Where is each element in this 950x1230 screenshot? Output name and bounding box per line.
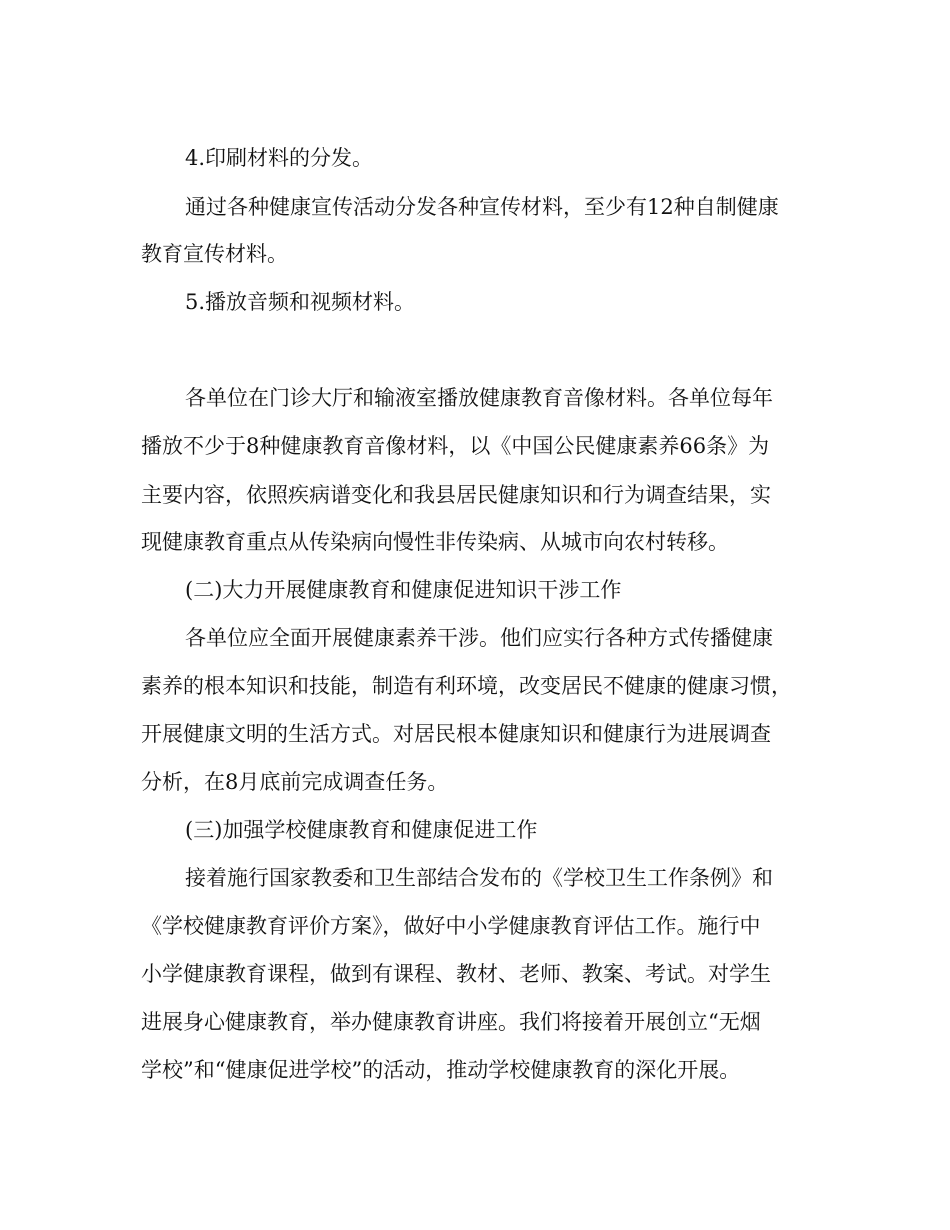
- paragraph-line: 各单位应全面开展健康素养干涉。他们应实行各种方式传播健康: [185, 626, 773, 650]
- paragraph-line: 播放不少于8种健康教育音像材料，以《中国公民健康素养66条》为: [141, 434, 770, 458]
- paragraph-line: 《学校健康教育评价方案》，做好中小学健康教育评估工作。施行中: [141, 914, 761, 938]
- paragraph-line: 学校”和“健康促进学校”的活动，推动学校健康教育的深化开展。: [141, 1058, 741, 1082]
- paragraph-line: 进展身心健康教育，举办健康教育讲座。我们将接着开展创立“无烟: [141, 1010, 761, 1034]
- paragraph-line: 接着施行国家教委和卫生部结合发布的《学校卫生工作条例》和: [185, 866, 773, 890]
- paragraph-line: 现健康教育重点从传染病向慢性非传染病、从城市向农村转移。: [141, 530, 729, 554]
- paragraph-line: 小学健康教育课程，做到有课程、教材、老师、教案、考试。对学生: [141, 962, 771, 986]
- section-heading-5: 5.播放音频和视频材料。: [185, 290, 416, 314]
- paragraph-line: 通过各种健康宣传活动分发各种宣传材料，至少有12种自制健康: [185, 195, 779, 219]
- paragraph-line: 开展健康文明的生活方式。对居民根本健康知识和健康行为进展调查: [141, 722, 771, 746]
- paragraph-line: 主要内容，依照疾病谱变化和我县居民健康知识和行为调查结果，实: [141, 483, 771, 507]
- section-heading-2: (二)大力开展健康教育和健康促进知识干涉工作: [185, 578, 622, 602]
- paragraph-line: 各单位在门诊大厅和输液室播放健康教育音像材料。各单位每年: [185, 386, 773, 410]
- section-heading-4: 4.印刷材料的分发。: [185, 146, 374, 170]
- paragraph-line: 教育宣传材料。: [141, 242, 288, 266]
- paragraph-line: 分析，在8月底前完成调查任务。: [141, 770, 449, 794]
- paragraph-line: 素养的根本知识和技能，制造有利环境，改变居民不健康的健康习惯，: [141, 674, 792, 698]
- section-heading-3: (三)加强学校健康教育和健康促进工作: [185, 818, 538, 842]
